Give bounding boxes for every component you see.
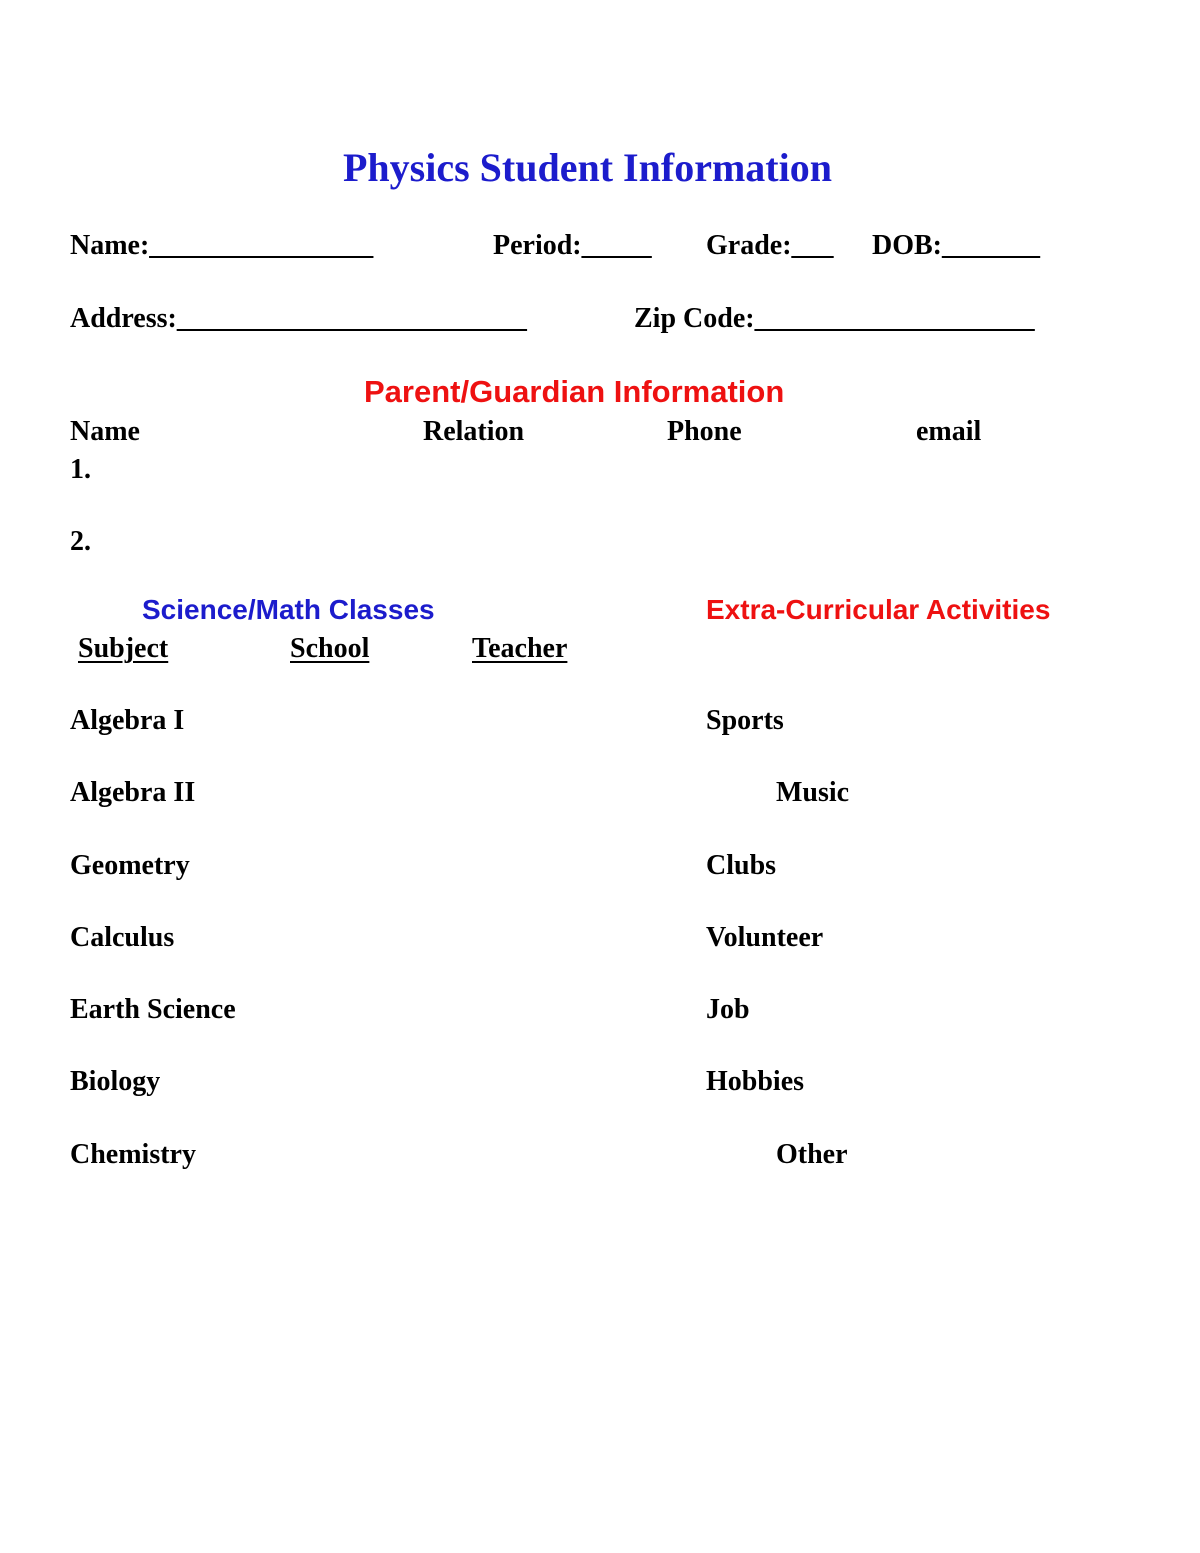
activity-item: Sports [706, 705, 784, 736]
extracurricular-activities-heading: Extra-Curricular Activities [706, 594, 1051, 625]
parent-column-email: email [916, 416, 982, 447]
subject-item: Calculus [70, 922, 175, 953]
parent-column-name: Name [70, 416, 140, 447]
activity-item: Job [706, 994, 750, 1025]
dob-field[interactable]: DOB:_______ [872, 230, 1040, 261]
page-title: Physics Student Information [343, 145, 832, 190]
name-field[interactable]: Name:________________ [70, 230, 374, 261]
classes-column-subject: Subject [78, 633, 169, 664]
subject-item: Earth Science [70, 994, 236, 1025]
subject-item: Algebra II [70, 777, 196, 808]
parent-column-phone: Phone [667, 416, 742, 447]
grade-field[interactable]: Grade:___ [706, 230, 834, 261]
parent-row-number: 1. [70, 454, 91, 485]
science-math-classes-heading: Science/Math Classes [142, 594, 435, 625]
subject-item: Chemistry [70, 1139, 196, 1170]
parent-guardian-heading: Parent/Guardian Information [364, 374, 785, 409]
activity-item: Volunteer [706, 922, 824, 953]
address-field[interactable]: Address:_________________________ [70, 303, 527, 334]
zip-code-field[interactable]: Zip Code:____________________ [634, 303, 1035, 334]
parent-row-number: 2. [70, 526, 91, 557]
subject-item: Geometry [70, 850, 190, 881]
activity-item: Clubs [706, 850, 777, 881]
subject-item: Biology [70, 1066, 161, 1097]
activity-item: Music [776, 777, 850, 808]
classes-column-school: School [290, 633, 370, 664]
activity-item: Hobbies [706, 1066, 805, 1097]
subject-item: Algebra I [70, 705, 185, 736]
parent-column-relation: Relation [423, 416, 525, 447]
activity-item: Other [776, 1139, 848, 1170]
classes-column-teacher: Teacher [472, 633, 568, 664]
period-field[interactable]: Period:_____ [493, 230, 652, 261]
